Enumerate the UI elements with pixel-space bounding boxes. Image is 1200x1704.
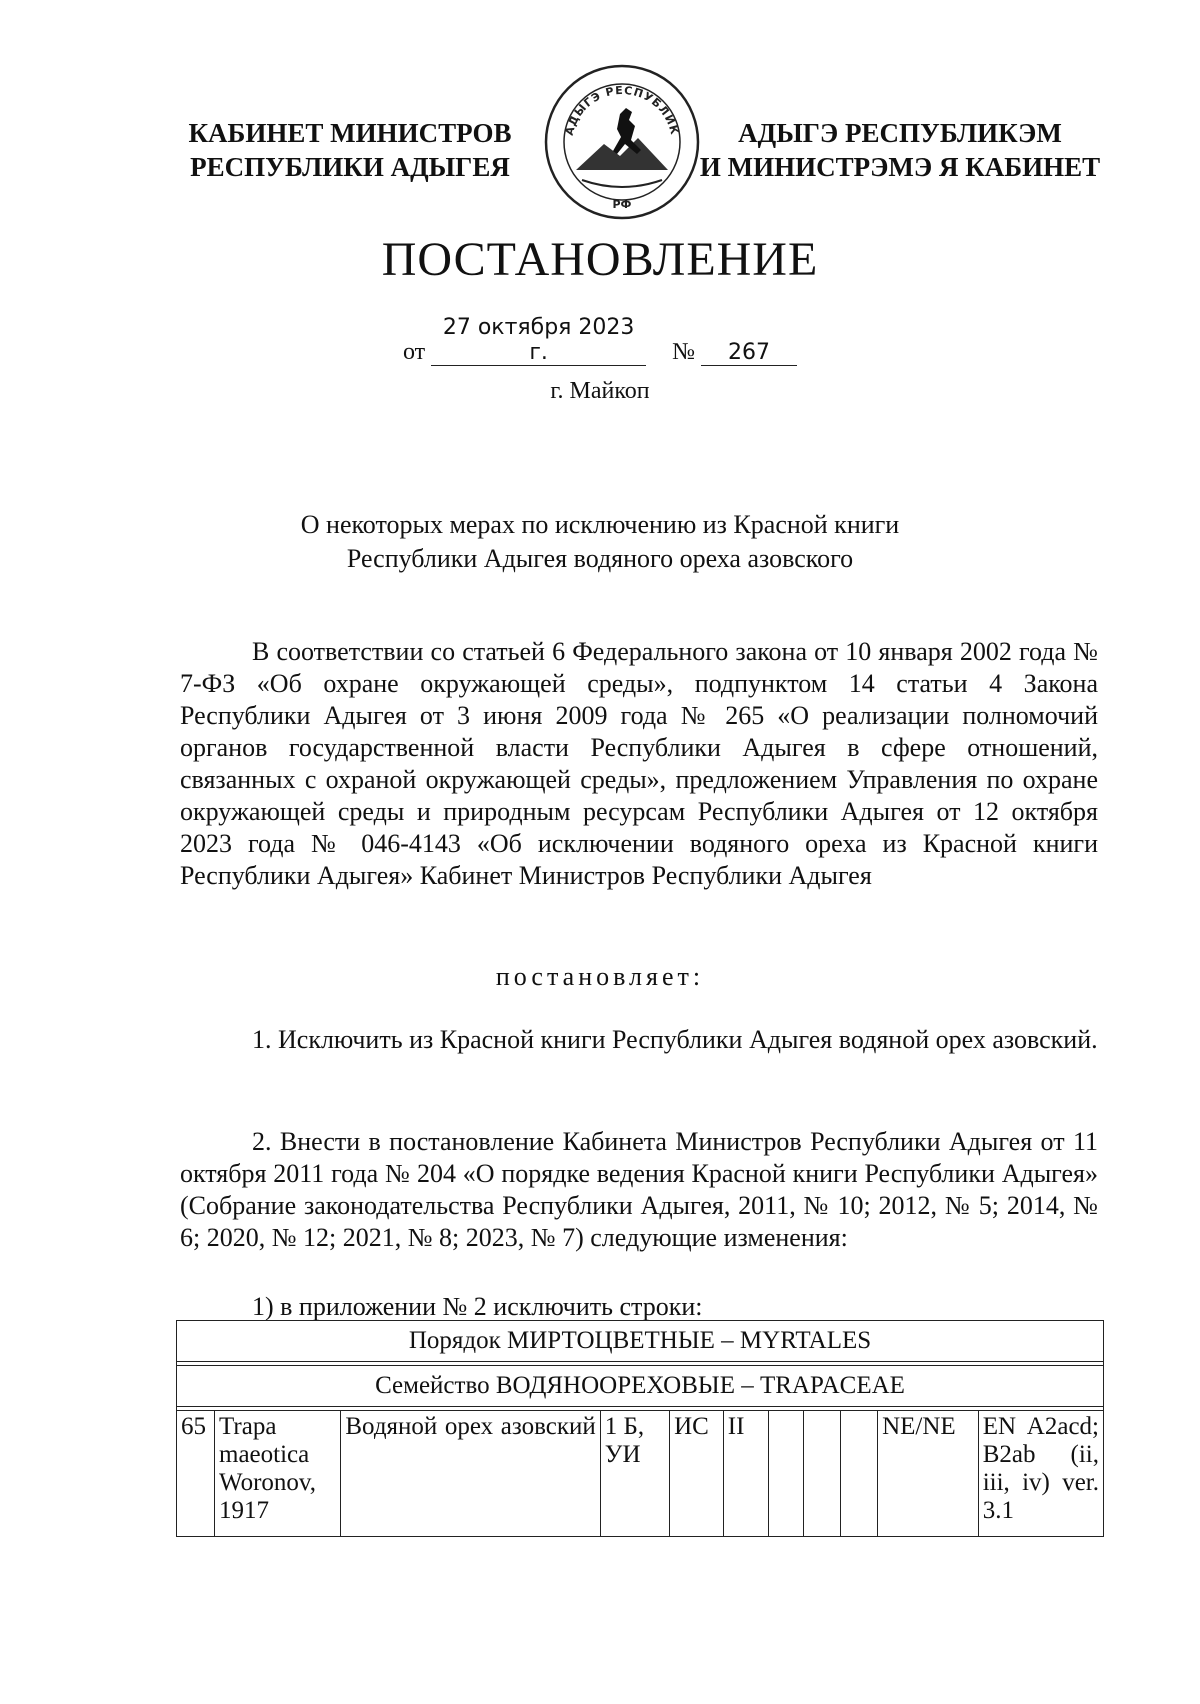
cell-category: 1 Б, УИ xyxy=(600,1411,669,1537)
document-subject xyxy=(0,508,1200,576)
subject-line2: Республики Адыгея водяного ореха азовского xyxy=(346,544,854,573)
cell-status: ИС xyxy=(670,1411,724,1537)
cell-empty-8 xyxy=(841,1411,878,1537)
decree-word: постановляет: xyxy=(495,962,705,991)
cell-number: 65 xyxy=(177,1411,215,1537)
emblem-bottom-text: РФ xyxy=(612,198,632,211)
emblem-seal xyxy=(542,62,702,222)
city-name: г. Майкоп xyxy=(550,378,650,404)
item-1-paragraph: 1. Исключить из Красной книги Республики Адыгея водяной орех азовский. xyxy=(252,1025,1098,1054)
family-cell: Семейство ВОДЯНООРЕХОВЫЕ – TRAPACEAE xyxy=(177,1366,1104,1407)
date-prefix: от xyxy=(402,339,426,365)
org-left-line2: РЕСПУБЛИКИ АДЫГЕЯ xyxy=(190,152,510,182)
org-left-line1: КАБИНЕТ МИНИСТРОВ xyxy=(188,118,512,148)
table-row xyxy=(177,1411,1104,1537)
subitem-1: 1) в приложении № 2 исключить строки: xyxy=(252,1292,703,1321)
emblem-top-text: АДЫГЭ РЕСПУБЛИК xyxy=(562,83,682,137)
cell-empty-7 xyxy=(804,1411,841,1537)
cell-latin-name: Trapa maeotica Woronov, 1917 xyxy=(215,1411,341,1537)
subject-line1: О некоторых мерах по исключению из Красной книги xyxy=(300,510,900,539)
org-right-line1: АДЫГЭ РЕСПУБЛИКЭМ xyxy=(738,118,1062,148)
date-value: 27 октября 2023 г. xyxy=(431,315,646,366)
date-number-line xyxy=(0,315,1200,366)
cell-ne-ne: NE/NE xyxy=(878,1411,979,1537)
org-name-russian xyxy=(150,116,550,184)
document-title: ПОСТАНОВЛЕНИЕ xyxy=(381,233,819,286)
cell-empty-6 xyxy=(768,1411,804,1537)
number-prefix: № xyxy=(672,339,696,365)
cell-russian-name: Водяной орех азовский xyxy=(341,1411,600,1537)
org-right-line2: И МИНИСТРЭМЭ Я КАБИНЕТ xyxy=(699,152,1101,182)
number-value: 267 xyxy=(701,340,797,366)
cell-iucn: EN A2acd; B2ab (ii, iii, iv) ver. 3.1 xyxy=(978,1411,1103,1537)
table-order-row xyxy=(177,1321,1104,1362)
order-cell: Порядок МИРТОЦВЕТНЫЕ – MYRTALES xyxy=(177,1321,1104,1362)
table-family-row xyxy=(177,1366,1104,1407)
org-name-adyghe xyxy=(690,116,1110,184)
item-2-paragraph: 2. Внести в постановление Кабинета Министров Республики Адыгея от 11 октября 2011 года № 204 «О порядке ведения Красной книги Республики Адыгея» (Собрание законодательства Республики Адыгея, 2011, № 10; 2012, № 5; 2014, № 6; 2020, № 12; 2021, № 8; 2023, № 7) следующие изменения: xyxy=(180,1127,1098,1252)
cell-class: II xyxy=(723,1411,768,1537)
preamble-paragraph: В соответствии со статьей 6 Федерального закона от 10 января 2002 года № 7-ФЗ «Об охране окружающей среды», подпунктом 14 статьи 4 Закона Республики Адыгея от 3 июня 2009 года № 265 «О реализации полномочий органов государственной власти Республики Адыгея в сфере отношений, связанных с охраной окружающей среды», предложением Управления по охране окружающей среды и природным ресурсам Республики Адыгея от 12 октября 2023 года № 046-4143 «Об исключении водяного ореха из Красной книги Республики Адыгея» Кабинет Министров Республики Адыгея xyxy=(180,637,1098,890)
red-book-table xyxy=(176,1320,1104,1537)
